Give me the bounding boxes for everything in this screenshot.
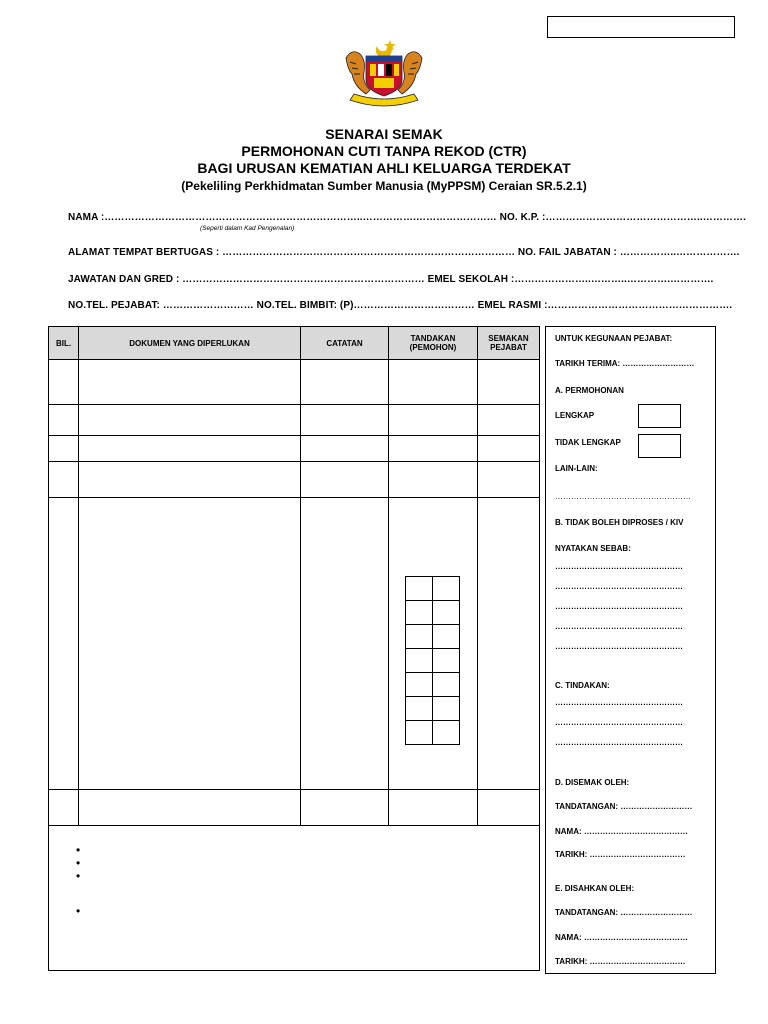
table-cell	[301, 405, 389, 436]
table-header-row	[49, 327, 540, 360]
checkbox-cell[interactable]	[433, 673, 460, 697]
title-line-1: SENARAI SEMAK	[325, 126, 443, 142]
checkbox-cell[interactable]	[433, 601, 460, 625]
table-cell	[301, 790, 389, 826]
address-file-field[interactable]: ALAMAT TEMPAT BERTUGAS : …………………………………………………………………………… NO. FAIL JABATAN : ……………..……………….	[68, 247, 740, 258]
table-cell	[49, 436, 79, 462]
checkbox-cell[interactable]	[433, 577, 460, 601]
section-e-title: E. DISAHKAN OLEH:	[555, 884, 635, 893]
table-cell	[49, 360, 79, 405]
table-cell[interactable]	[389, 790, 478, 826]
incomplete-checkbox[interactable]	[638, 434, 681, 458]
office-use-title: UNTUK KEGUNAAN PEJABAT:	[555, 334, 673, 343]
phone-email-field[interactable]: NO.TEL. PEJABAT: ……………………… NO.TEL. BIMBIT: (P)……………………………… EMEL RASMI :……………………………………………….	[68, 300, 733, 311]
coat-of-arms-logo	[340, 36, 428, 108]
bullet-point: •	[76, 904, 81, 918]
reason-line[interactable]: …………………………………………	[555, 582, 683, 591]
bullet-point: •	[76, 843, 81, 857]
complete-checkbox[interactable]	[638, 404, 681, 428]
office-use-panel	[545, 326, 716, 974]
table-cell	[49, 405, 79, 436]
checkbox-cell[interactable]	[406, 697, 433, 721]
reason-line[interactable]: …………………………………………	[555, 562, 683, 571]
d-date-field[interactable]: TARIKH: ………………………………	[555, 850, 686, 859]
table-row	[49, 790, 540, 826]
others-label: LAIN-LAIN:	[555, 464, 598, 473]
section-d-title: D. DISEMAK OLEH:	[555, 778, 630, 787]
table-cell[interactable]	[478, 436, 540, 462]
title-line-3: BAGI URUSAN KEMATIAN AHLI KELUARGA TERDEKAT	[197, 160, 571, 176]
table-cell	[79, 405, 301, 436]
e-name-field[interactable]: NAMA: …………………………………	[555, 933, 688, 942]
table-cell[interactable]	[478, 498, 540, 790]
checkbox-cell[interactable]	[433, 721, 460, 745]
section-c-title: C. TINDAKAN:	[555, 681, 610, 690]
action-line[interactable]: …………………………………………	[555, 718, 683, 727]
section-b-title: B. TIDAK BOLEH DIPROSES / KIV	[555, 518, 684, 527]
table-cell	[79, 498, 301, 790]
table-cell	[79, 790, 301, 826]
d-signature-field[interactable]: TANDATANGAN: ………………………	[555, 802, 693, 811]
action-line[interactable]: …………………………………………	[555, 738, 683, 747]
table-cell	[49, 498, 79, 790]
checkbox-grid	[405, 576, 460, 745]
table-cell[interactable]	[478, 405, 540, 436]
name-ic-field[interactable]: NAMA :…………………………………………………………………..…………….…………………… NO. K.P. :………………………………………..………….	[68, 212, 747, 223]
table-cell[interactable]	[478, 790, 540, 826]
table-row	[49, 436, 540, 462]
checkbox-cell[interactable]	[406, 577, 433, 601]
header-dokumen: DOKUMEN YANG DIPERLUKAN	[79, 327, 301, 360]
header-catatan: CATATAN	[301, 327, 389, 360]
document-checklist-table	[48, 326, 540, 971]
checkbox-cell[interactable]	[406, 625, 433, 649]
table-row	[49, 462, 540, 498]
header-bil: BIL.	[49, 327, 79, 360]
table-cell[interactable]	[478, 360, 540, 405]
header-tandakan: TANDAKAN (PEMOHON)	[389, 327, 478, 360]
table-cell[interactable]	[389, 436, 478, 462]
reference-number-box[interactable]	[547, 16, 735, 38]
title-line-2: PERMOHONAN CUTI TANPA REKOD (CTR)	[241, 143, 527, 159]
reason-line[interactable]: …………………………………………	[555, 642, 683, 651]
table-cell	[79, 462, 301, 498]
checkbox-cell[interactable]	[406, 721, 433, 745]
position-email-field[interactable]: JAWATAN DAN GRED : ……………………………………………………………… EMEL SEKOLAH :…………………..………..………….………….	[68, 274, 714, 285]
reason-label: NYATAKAN SEBAB:	[555, 544, 631, 553]
reason-line[interactable]: …………………………………………	[555, 602, 683, 611]
e-date-field[interactable]: TARIKH: ………………………………	[555, 957, 686, 966]
action-line[interactable]: …………………………………………	[555, 698, 683, 707]
table-row	[49, 498, 540, 790]
reason-line[interactable]: …………………………………………	[555, 622, 683, 631]
table-row	[49, 360, 540, 405]
title-line-4: (Pekeliling Perkhidmatan Sumber Manusia (MyPPSM) Ceraian SR.5.2.1)	[181, 179, 587, 193]
bullet-point: •	[76, 869, 81, 883]
table-cell[interactable]	[478, 462, 540, 498]
d-name-field[interactable]: NAMA: …………………………………	[555, 827, 688, 836]
checkbox-cell[interactable]	[406, 649, 433, 673]
complete-label: LENGKAP	[555, 411, 595, 420]
checkbox-cell[interactable]	[433, 697, 460, 721]
notes-row	[49, 826, 540, 971]
e-signature-field[interactable]: TANDATANGAN: ………………………	[555, 908, 693, 917]
notes-cell	[49, 826, 540, 971]
checkbox-cell[interactable]	[406, 601, 433, 625]
table-cell	[79, 436, 301, 462]
checkbox-cell[interactable]	[433, 625, 460, 649]
others-line[interactable]: ……………………………………………	[555, 492, 691, 501]
table-cell	[79, 360, 301, 405]
table-cell[interactable]	[389, 462, 478, 498]
table-cell	[301, 436, 389, 462]
checkbox-cell[interactable]	[433, 649, 460, 673]
section-a-title: A. PERMOHONAN	[555, 386, 624, 395]
table-row	[49, 405, 540, 436]
checkbox-cell[interactable]	[406, 673, 433, 697]
table-cell	[301, 360, 389, 405]
header-semakan: SEMAKAN PEJABAT	[478, 327, 540, 360]
table-cell[interactable]	[389, 405, 478, 436]
table-cell	[49, 462, 79, 498]
table-cell	[301, 498, 389, 790]
table-cell	[301, 462, 389, 498]
name-field-note: (Seperti dalam Kad Pengenalan)	[200, 225, 295, 232]
incomplete-label: TIDAK LENGKAP	[555, 438, 621, 447]
table-cell[interactable]	[389, 360, 478, 405]
bullet-point: •	[76, 856, 81, 870]
table-cell	[49, 790, 79, 826]
date-received-field[interactable]: TARIKH TERIMA: ………………………	[555, 359, 695, 368]
